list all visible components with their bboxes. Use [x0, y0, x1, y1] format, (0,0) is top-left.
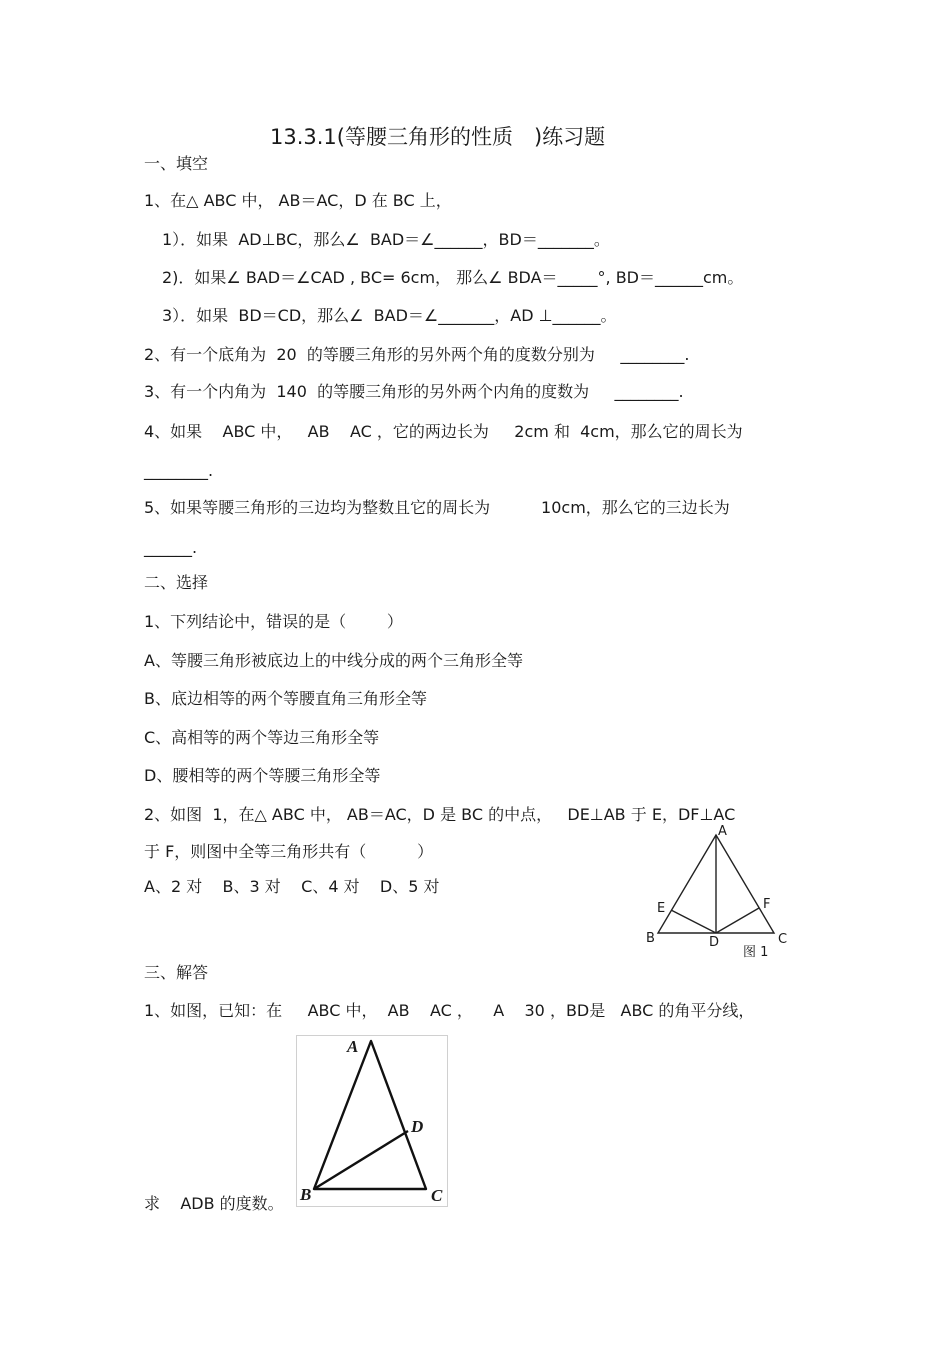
question-1-part-1: 1）．如果 AD⊥BC，那么∠ BAD＝∠______，BD＝_______。 [162, 230, 610, 249]
choice-option-d: D、腰相等的两个等腰三角形全等 [144, 766, 381, 785]
segment-df [716, 908, 759, 933]
question-5-line-2: ______. [144, 538, 198, 557]
segment-bd [314, 1131, 408, 1189]
choice-question-2-options: A、2 对 B、3 对 C、4 对 D、5 对 [144, 877, 440, 896]
choice-question-2-line-1: 2、如图 1，在△ ABC 中， AB＝AC，D 是 BC 的中点， DE⊥AB 于 E，DF⊥AC [144, 805, 736, 824]
figure-2-frame [297, 1036, 448, 1207]
question-2: 2、有一个底角为 20 的等腰三角形的另外两个角的度数分别为 ________. [144, 345, 690, 364]
question-3: 3、有一个内角为 140 的等腰三角形的另外两个内角的度数为 ________. [144, 382, 684, 401]
section-heading-choice: 二、选择 [144, 573, 209, 592]
figure-2-triangle [296, 1035, 448, 1207]
figure-1-label-f: F [763, 897, 771, 912]
figure-2-label-c: C [431, 1186, 443, 1205]
choice-option-b: B、底边相等的两个等腰直角三角形全等 [144, 689, 427, 708]
question-1-part-3: 3）．如果 BD＝CD，那么∠ BAD＝∠_______，AD ⊥______。 [162, 306, 617, 325]
page-title: 13.3.1(等腰三角形的性质 )练习题 [270, 125, 606, 149]
solve-question-1-line-2: 求 ADB 的度数。 [144, 1194, 284, 1213]
question-4-line-2: ________. [144, 461, 214, 480]
figure-1-label-a: A [718, 824, 727, 839]
section-heading-fill-blank: 一、填空 [144, 154, 209, 173]
figure-1-label-c: C [778, 932, 788, 947]
question-4-line-1: 4、如果 ABC 中， AB AC ，它的两边长为 2cm 和 4cm，那么它的周长为 [144, 422, 743, 441]
triangle-abc [314, 1037, 426, 1189]
figure-1-label-d: D [709, 935, 720, 950]
figure-2-label-b: B [300, 1185, 312, 1204]
question-5-line-1: 5、如果等腰三角形的三边均为整数且它的周长为 10cm，那么它的三边长为 [144, 498, 730, 517]
question-1-stem: 1、在△ ABC 中， AB＝AC，D 在 BC 上， [144, 191, 452, 210]
figure-1-label-e: E [657, 901, 666, 916]
segment-de [671, 910, 716, 933]
choice-question-2-line-2: 于 F，则图中全等三角形共有（ ） [144, 842, 434, 861]
figure-2-label-d: D [411, 1117, 424, 1136]
choice-option-a: A、等腰三角形被底边上的中线分成的两个三角形全等 [144, 651, 523, 670]
choice-option-c: C、高相等的两个等边三角形全等 [144, 728, 380, 747]
solve-question-1-line-1: 1、如图，已知：在 ABC 中， AB AC ， A 30 ，BD是 ABC 的角平分线， [144, 1001, 755, 1020]
figure-1-label-b: B [646, 931, 655, 946]
figure-2-label-a: A [347, 1037, 359, 1056]
section-heading-solve: 三、解答 [144, 963, 209, 982]
choice-question-1-stem: 1、下列结论中，错误的是（ ） [144, 612, 403, 631]
figure-1-triangle [650, 830, 790, 940]
figure-1-caption: 图 1 [743, 945, 769, 960]
question-1-part-2: 2)．如果∠ BAD＝∠CAD , BC= 6cm， 那么∠ BDA＝_____°, BD＝______cm。 [162, 268, 744, 287]
